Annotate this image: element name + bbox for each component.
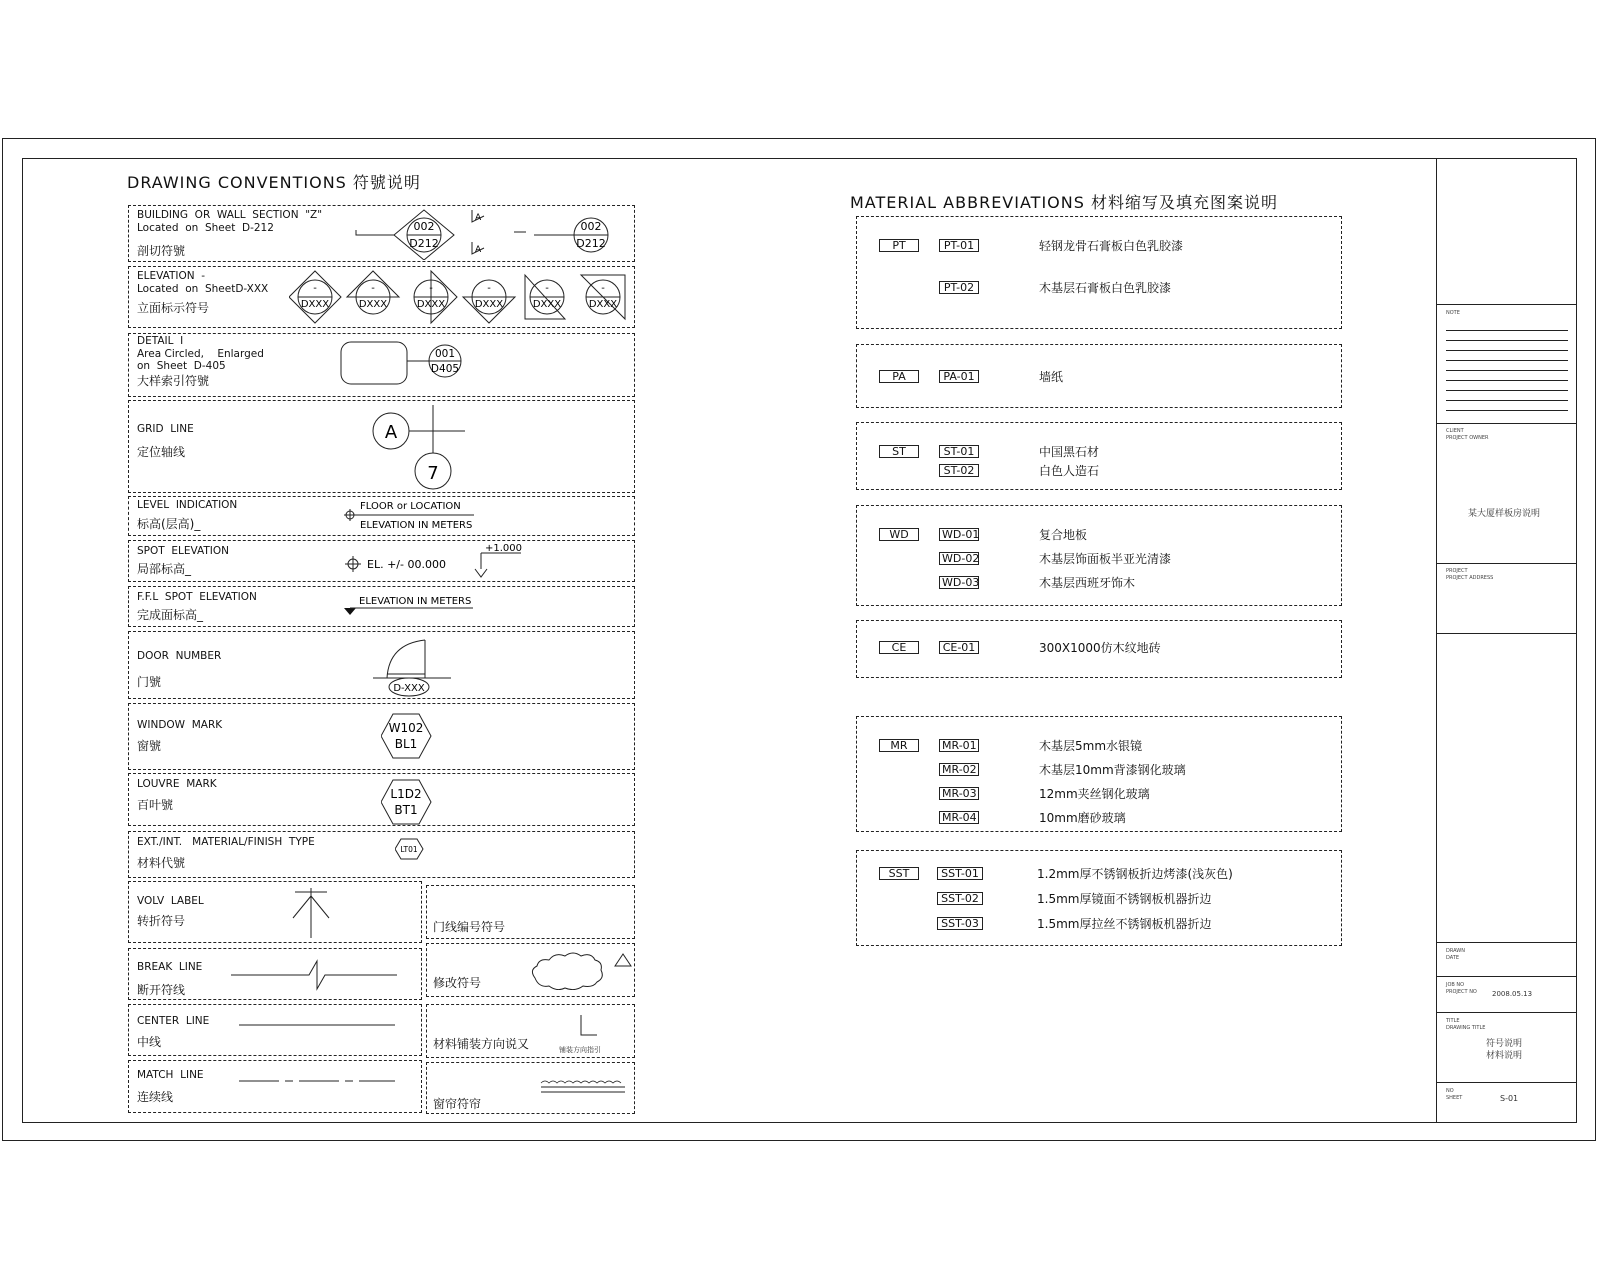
tb-project-sub: PROJECT ADDRESS [1446, 575, 1494, 581]
row-cn: 材料铺装方向说又 [433, 1037, 530, 1051]
row-cn: 门线编号符号 [433, 920, 506, 934]
row-label: SPOT ELEVATION [137, 545, 229, 557]
tb-drawn-sub: DATE [1446, 955, 1460, 961]
convention-row-level [128, 496, 635, 536]
section-top: 002 [413, 220, 435, 233]
convention-center [128, 1004, 422, 1056]
material-group-sst [856, 850, 1342, 946]
tb-job-sub: PROJECT NO [1446, 989, 1477, 995]
convention-row-window [128, 703, 635, 770]
row-label: BUILDING OR WALL SECTION "Z" Located on Sheet D-212 [137, 209, 323, 234]
section-symbol-icon [354, 208, 634, 260]
svg-text:BL1: BL1 [394, 737, 418, 751]
tb-sheet-sub: SHEET [1446, 1095, 1463, 1101]
row-cn: 局部标高_ [137, 562, 192, 576]
tb-divider [1436, 976, 1577, 977]
material-abbreviations-title: MATERIAL ABBREVIATIONS 材料缩写及填充图案说明 [850, 193, 1278, 212]
tb-drawn-label: DRAWN [1446, 948, 1465, 954]
convention-row-ffl [128, 586, 635, 627]
convention-row-elevation [128, 266, 635, 328]
tb-title-value2: 材料说明 [1486, 1051, 1523, 1061]
door-number-icon [369, 634, 459, 698]
row-cn: 窗帘符帘 [433, 1097, 482, 1111]
item-desc: 1.5mm厚镜面不锈钢板机器折边 [1037, 892, 1212, 906]
svg-text:BT1: BT1 [394, 803, 418, 817]
item-code: PA-01 [939, 370, 979, 383]
tb-note-label: NOTE [1446, 310, 1460, 316]
row-cn: 修改符号 [433, 976, 482, 990]
svg-text:001: 001 [434, 348, 456, 360]
row-label: EXT./INT. MATERIAL/FINISH TYPE [137, 836, 315, 848]
convention-row-door [128, 631, 635, 699]
svg-text:D405: D405 [430, 363, 460, 375]
svg-text:FLOOR or LOCATION: FLOOR or LOCATION [360, 501, 461, 512]
material-group-pa [856, 344, 1342, 408]
convention-match [128, 1060, 422, 1113]
svg-text:DXXX: DXXX [416, 299, 446, 310]
item-desc: 木基层10mm背漆钢化玻璃 [1039, 763, 1186, 777]
row-cn: 中线 [137, 1035, 162, 1049]
tb-divider [1436, 633, 1577, 634]
item-code: ST-01 [939, 445, 979, 458]
svg-text:+1.000: +1.000 [485, 543, 523, 554]
row-label: LEVEL INDICATION [137, 499, 238, 511]
material-group-st [856, 422, 1342, 490]
item-code: WD-02 [939, 552, 979, 565]
group-code: CE [879, 641, 919, 654]
group-code: PA [879, 370, 919, 383]
svg-text:-: - [371, 283, 375, 294]
item-code: MR-02 [939, 763, 979, 776]
title-block [1436, 158, 1577, 1123]
tb-project-name: 某大厦样板房说明 [1468, 509, 1541, 519]
item-code: SST-02 [937, 892, 983, 905]
convention-volv [128, 881, 422, 943]
row-label: DETAIL I Area Circled, Enlarged on Sheet D-405 [137, 335, 264, 372]
svg-text:-: - [429, 283, 433, 294]
tb-client-sub: PROJECT OWNER [1446, 435, 1489, 441]
tb-divider [1436, 563, 1577, 564]
revision-cloud-icon [527, 950, 633, 990]
svg-text:A: A [384, 422, 398, 443]
item-desc: 12mm夹丝钢化玻璃 [1039, 787, 1150, 801]
item-desc: 300X1000仿木纹地砖 [1039, 641, 1161, 655]
svg-text:7: 7 [427, 463, 439, 484]
tb-job-label: JOB NO [1446, 982, 1465, 988]
item-code: MR-04 [939, 811, 979, 824]
detail-symbol-icon [339, 338, 479, 388]
svg-text:-: - [545, 283, 549, 294]
svg-text:DXXX: DXXX [532, 299, 562, 310]
group-code: SST [879, 867, 919, 880]
item-code: PT-02 [939, 281, 979, 294]
convention-material-direction [426, 1004, 635, 1058]
svg-text:ELEVATION IN METERS: ELEVATION IN METERS [360, 520, 473, 531]
row-cn: 剖切符號 [137, 244, 186, 258]
item-code: SST-01 [937, 867, 983, 880]
item-desc: 木基层西班牙饰木 [1039, 576, 1136, 590]
center-line-icon [239, 1017, 399, 1033]
item-code: WD-03 [939, 576, 979, 589]
section-bot: D212 [409, 237, 439, 250]
tb-note-lines [1446, 330, 1568, 411]
svg-text:DXXX: DXXX [358, 299, 388, 310]
louvre-mark-icon [381, 778, 441, 830]
row-cn: 门號 [137, 675, 162, 689]
svg-text:DXXX: DXXX [300, 299, 330, 310]
convention-row-spot [128, 540, 635, 582]
item-desc: 复合地板 [1039, 528, 1088, 542]
row-label: MATCH LINE [137, 1069, 204, 1081]
convention-break [128, 948, 422, 1000]
match-line-icon [239, 1073, 399, 1089]
tb-divider [1436, 1082, 1577, 1083]
row-label: CENTER LINE [137, 1015, 210, 1027]
svg-text:DXXX: DXXX [474, 299, 504, 310]
convention-row-detail [128, 333, 635, 397]
material-group-ce [856, 620, 1342, 678]
tb-divider [1436, 304, 1577, 305]
row-cn: 定位轴线 [137, 445, 186, 459]
item-desc: 墙纸 [1039, 370, 1064, 384]
tb-title-value1: 符号说明 [1486, 1039, 1523, 1049]
spot-elevation-icon [341, 543, 531, 581]
svg-text:L1D2: L1D2 [390, 787, 422, 801]
convention-row-section [128, 205, 635, 262]
tb-project-label: PROJECT [1446, 568, 1468, 574]
row-label: GRID LINE [137, 423, 194, 435]
ffl-elevation-icon [341, 589, 491, 623]
row-cn: 百叶號 [137, 798, 174, 812]
tb-sheet-value: S-01 [1500, 1094, 1519, 1103]
direction-arrow-icon [577, 1013, 601, 1041]
svg-text:LT01: LT01 [400, 845, 418, 854]
curtain-icon [539, 1077, 629, 1097]
row-label: VOLV LABEL [137, 895, 204, 907]
tb-job-value: 2008.05.13 [1492, 990, 1533, 998]
row-label: ELEVATION - Located on SheetD-XXX [137, 270, 269, 295]
item-code: PT-01 [939, 239, 979, 252]
drawing-conventions-title: DRAWING CONVENTIONS 符號说明 [127, 173, 421, 192]
row-cn: 完成面标高_ [137, 608, 204, 622]
svg-text:W102: W102 [388, 721, 424, 735]
item-desc: 白色人造石 [1039, 464, 1100, 478]
tb-title-sub: DRAWING TITLE [1446, 1025, 1486, 1031]
row-cn: 标高(层高)_ [137, 517, 201, 531]
item-code: MR-01 [939, 739, 979, 752]
break-line-icon [229, 955, 399, 995]
material-group-mr [856, 716, 1342, 832]
item-desc: 中国黑石材 [1039, 445, 1100, 459]
tb-sheet-label: NO [1446, 1088, 1454, 1094]
svg-text:-: - [487, 283, 491, 294]
row-label: LOUVRE MARK [137, 778, 217, 790]
level-indication-icon [344, 499, 494, 533]
section-top2: 002 [580, 220, 602, 233]
tb-divider [1436, 942, 1577, 943]
row-label: BREAK LINE [137, 961, 203, 973]
material-group-wd [856, 505, 1342, 606]
item-desc: 1.2mm厚不锈钢板折边烤漆(浅灰色) [1037, 867, 1233, 881]
item-desc: 10mm磨砂玻璃 [1039, 811, 1126, 825]
item-code: ST-02 [939, 464, 979, 477]
row-cn: 断开符线 [137, 983, 186, 997]
row-label: DOOR NUMBER [137, 650, 222, 662]
convention-door-line [426, 885, 635, 939]
group-code: PT [879, 239, 919, 252]
material-tag-icon [395, 838, 429, 862]
tb-divider [1436, 1012, 1577, 1013]
svg-text:EL. +/- 00.000: EL. +/- 00.000 [367, 558, 446, 571]
row-cn: 立面标示符号 [137, 301, 210, 315]
convention-row-louvre [128, 773, 635, 826]
arrow-a2: A [475, 245, 482, 255]
item-desc: 木基层饰面板半亚光清漆 [1039, 552, 1172, 566]
svg-text:DXXX: DXXX [588, 299, 618, 310]
direction-note: 铺装方向指引 [559, 1046, 601, 1054]
convention-row-grid [128, 400, 635, 493]
row-cn: 转折符号 [137, 914, 186, 928]
elevation-symbols-icon [289, 269, 629, 325]
row-cn: 连续线 [137, 1090, 174, 1104]
convention-revision [426, 943, 635, 997]
group-code: WD [879, 528, 919, 541]
row-cn: 窗號 [137, 739, 162, 753]
item-code: CE-01 [939, 641, 979, 654]
svg-text:-: - [313, 283, 317, 294]
item-desc: 木基层5mm水银镜 [1039, 739, 1143, 753]
row-cn: 材料代號 [137, 856, 186, 870]
tb-client-label: CLIENT [1446, 428, 1464, 434]
convention-row-material [128, 831, 635, 878]
window-mark-icon [381, 708, 441, 768]
grid-symbol-icon [369, 403, 479, 491]
group-code: MR [879, 739, 919, 752]
row-label: F.F.L SPOT ELEVATION [137, 591, 257, 603]
tb-title-label: TITLE [1446, 1018, 1460, 1024]
material-group-pt [856, 216, 1342, 329]
row-label: WINDOW MARK [137, 719, 223, 731]
item-desc: 轻钢龙骨石膏板白色乳胶漆 [1039, 239, 1184, 253]
item-desc: 木基层石膏板白色乳胶漆 [1039, 281, 1172, 295]
row-cn: 大样索引符號 [137, 374, 210, 388]
section-bot2: D212 [576, 237, 606, 250]
tb-divider [1436, 423, 1577, 424]
item-code: WD-01 [939, 528, 979, 541]
item-code: SST-03 [937, 917, 983, 930]
item-desc: 1.5mm厚拉丝不锈钢板机器折边 [1037, 917, 1212, 931]
volv-label-icon [289, 886, 333, 940]
group-code: ST [879, 445, 919, 458]
svg-text:D-XXX: D-XXX [393, 683, 425, 694]
svg-text:ELEVATION IN METERS: ELEVATION IN METERS [359, 596, 472, 607]
arrow-a1: A [475, 213, 482, 223]
svg-text:-: - [601, 283, 605, 294]
item-code: MR-03 [939, 787, 979, 800]
convention-curtain [426, 1062, 635, 1114]
